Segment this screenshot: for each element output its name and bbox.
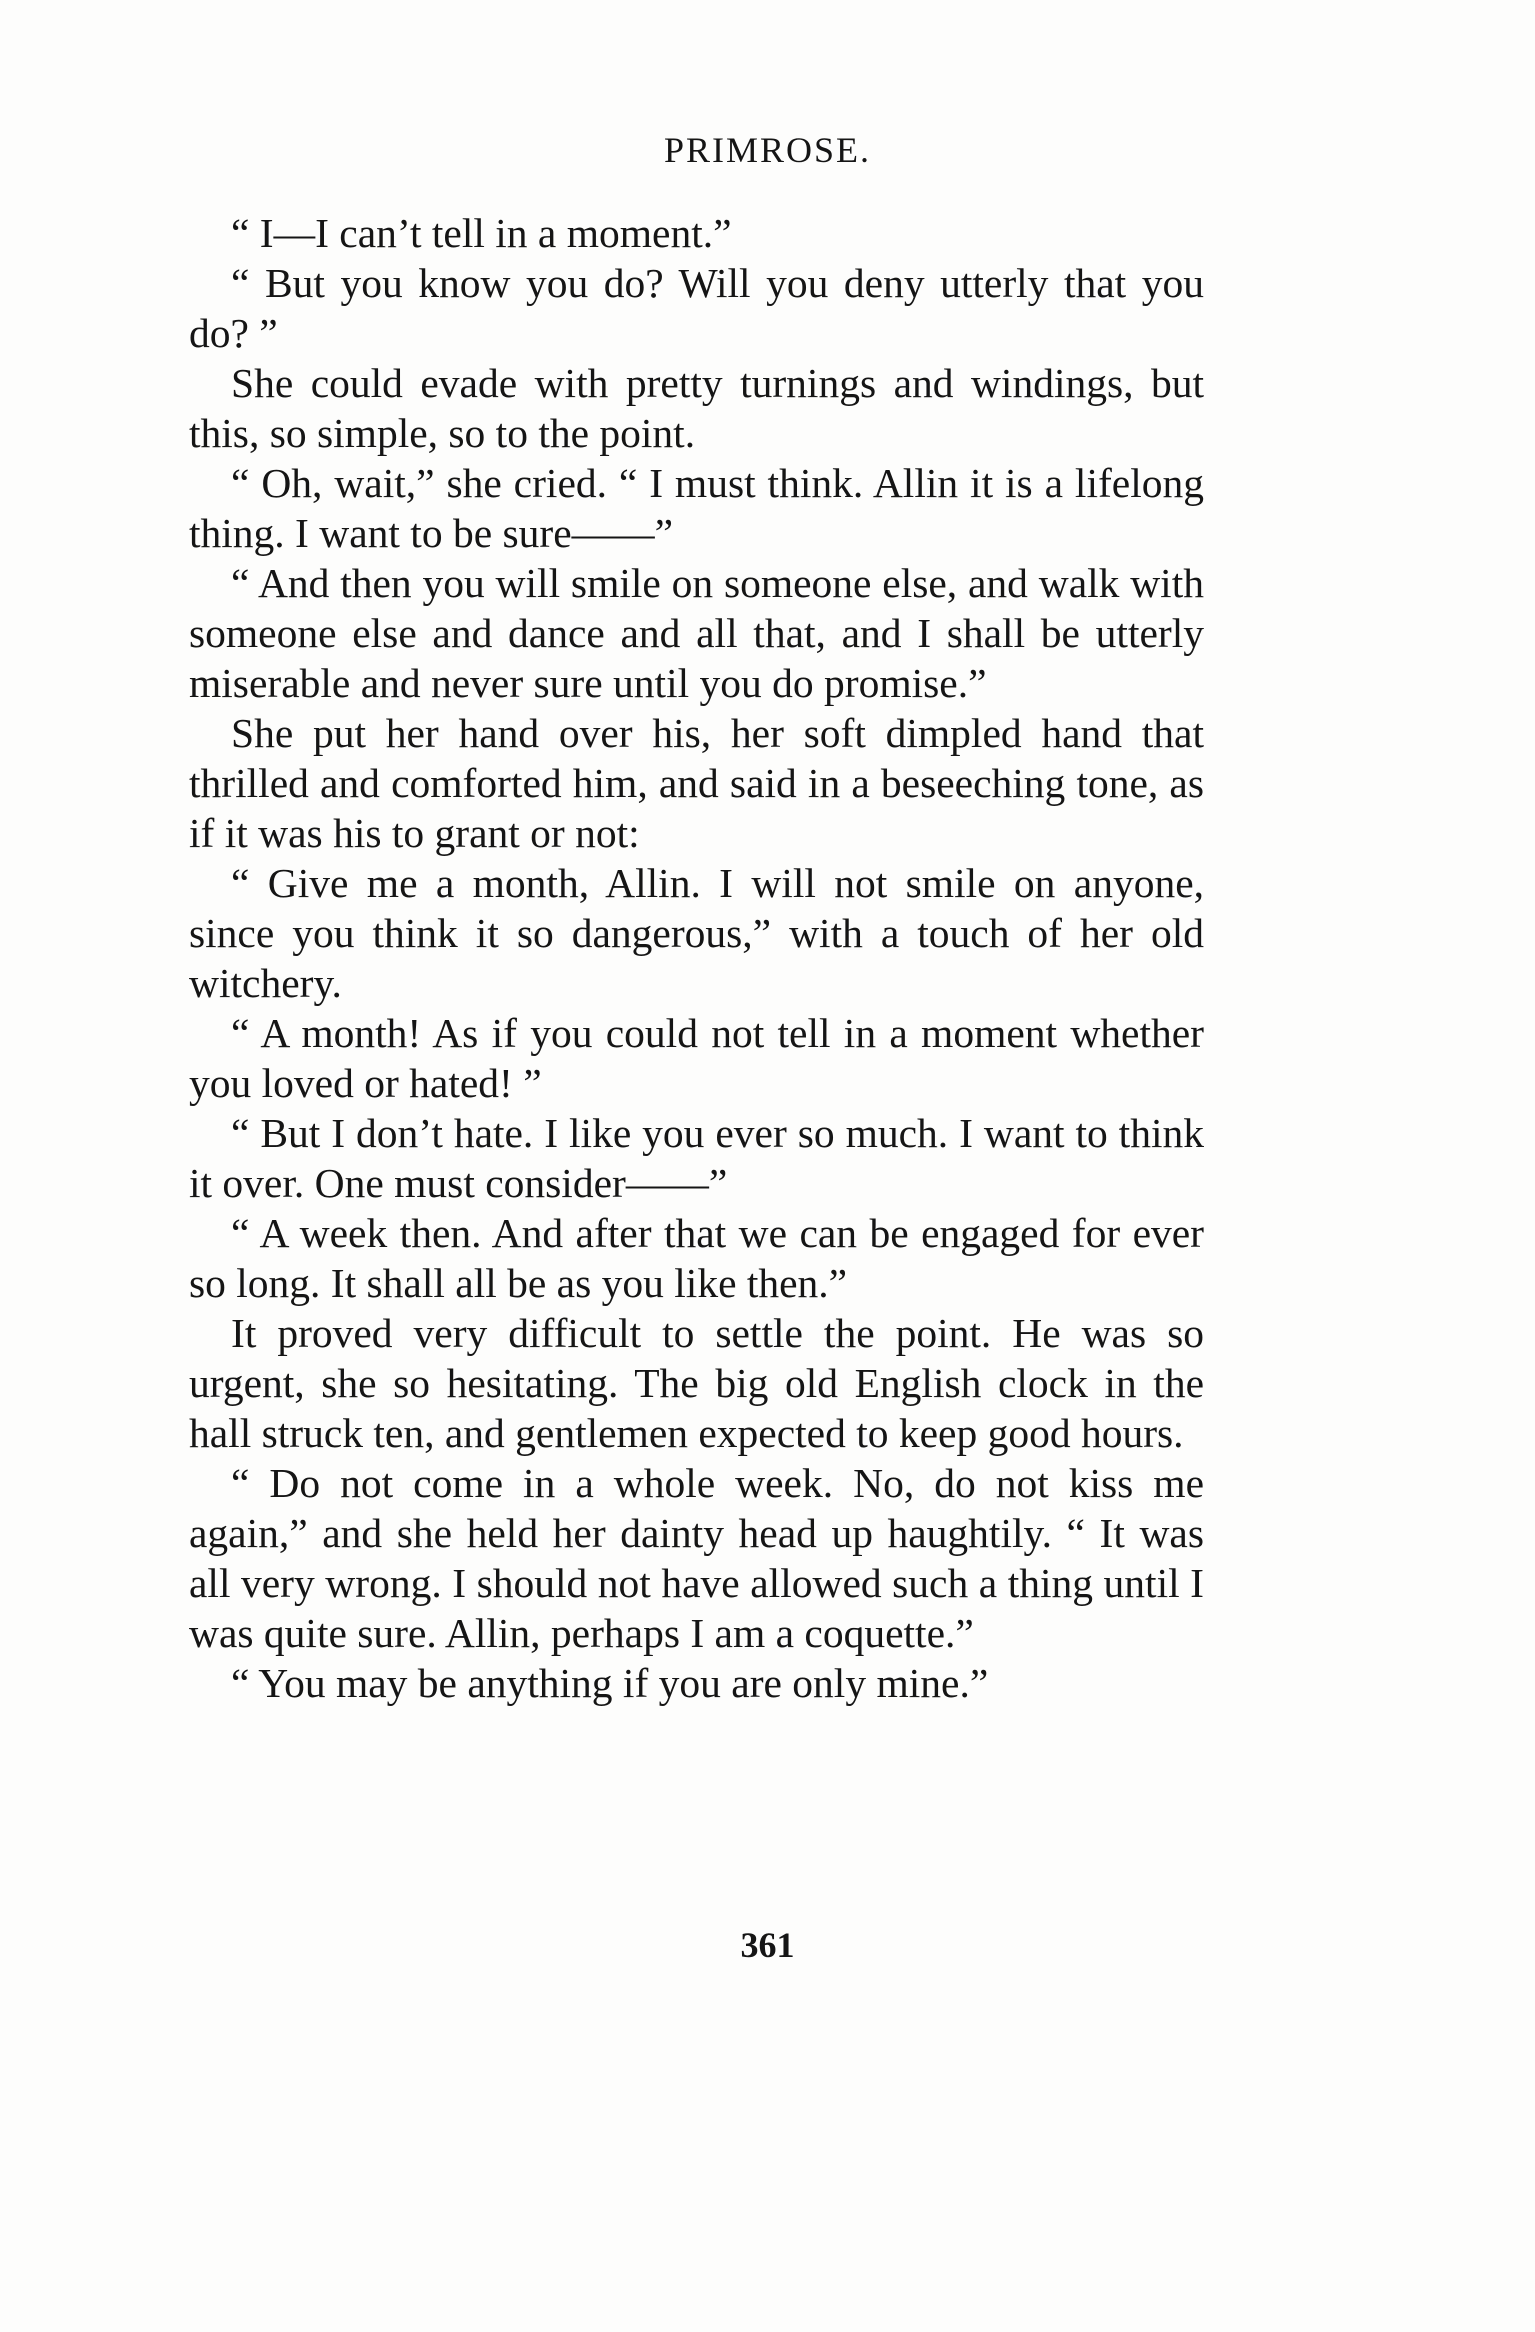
paragraph: She could evade with pretty turnings and windings, but this, so simple, so to the point. — [189, 360, 1204, 456]
paragraph: “ A week then. And after that we can be engaged for ever so long. It shall all be as you like then.” — [189, 1210, 1204, 1306]
paragraph: “ And then you will smile on someone else, and walk with someone else and dance and all that, and I shall be utterly miserable and never sure until you do promise.” — [189, 560, 1204, 706]
body-text — [189, 208, 1204, 1708]
paragraph: She put her hand over his, her soft dimpled hand that thrilled and comforted him, and said in a beseeching tone, as if it was his to grant or not: — [189, 710, 1204, 856]
paragraph: “ Oh, wait,” she cried. “ I must think. Allin it is a lifelong thing. I want to be sure——” — [189, 460, 1204, 556]
paragraph: “ You may be anything if you are only mine.” — [231, 1660, 989, 1706]
paragraph: It proved very difficult to settle the point. He was so urgent, she so hesitating. The big old English clock in the hall struck ten, and gentlemen expected to keep good hours. — [189, 1310, 1204, 1456]
paragraph: “ A month! As if you could not tell in a moment whether you loved or hated! ” — [189, 1010, 1204, 1106]
paragraph: “ But you know you do? Will you deny utterly that you do? ” — [189, 260, 1204, 356]
paragraph: “ I—I can’t tell in a moment.” — [231, 210, 732, 256]
running-head: PRIMROSE. — [663, 130, 872, 170]
paragraph: “ Do not come in a whole week. No, do not kiss me again,” and she held her dainty head up haughtily. “ It was all very wrong. I should not have allowed such a thing until I was quite sure. Allin, perhaps I am a coquette.” — [189, 1460, 1204, 1656]
paragraph: “ Give me a month, Allin. I will not smile on anyone, since you think it so dangerous,” with a touch of her old witchery. — [189, 860, 1204, 1006]
page-number: 361 — [740, 1925, 795, 1965]
paragraph: “ But I don’t hate. I like you ever so much. I want to think it over. One must consider——” — [189, 1110, 1204, 1206]
